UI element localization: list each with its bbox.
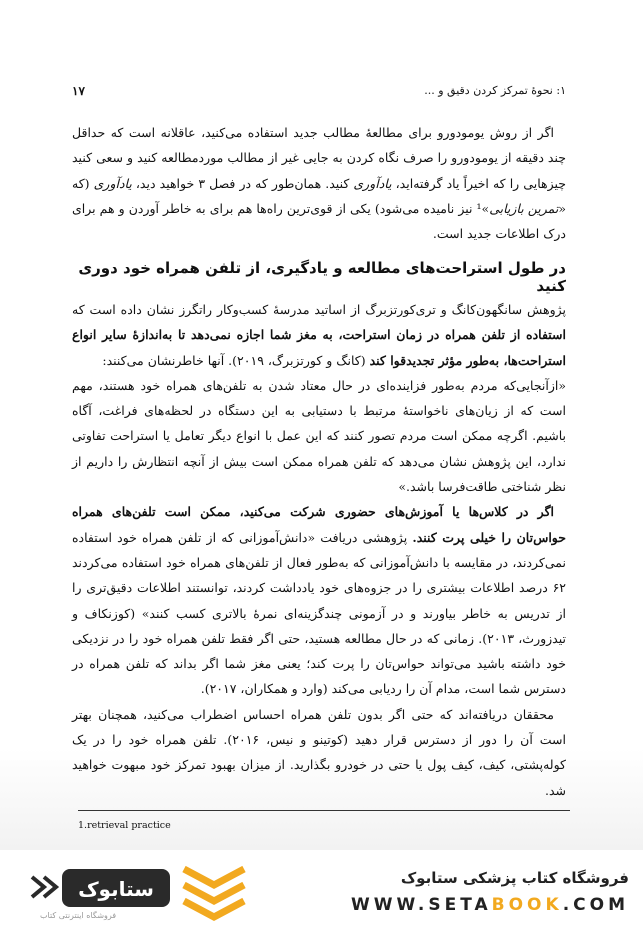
section-heading: در طول استراحت‌های مطالعه و یادگیری، از تلفن همراه خود دوری کنید [78, 259, 566, 295]
paragraph-1 [72, 120, 566, 246]
italic-term: یادآوری [93, 175, 132, 191]
bold-span: استفاده از تلفن همراه در زمان استراحت، به مغز شما اجازه نمی‌دهد تا به‌اندازهٔ سایر انواع استراحت‌ها، به‌طور مؤثر تجدیدقوا کند [72, 327, 566, 368]
bold-span: اگر در کلاس‌ها یا آموزش‌های حضوری شرکت می‌کنید، ممکن است تلفن‌های همراه حواس‌تان را خیلی پرت کنند. [72, 504, 566, 545]
chapter-title: ۱: نحوهٔ تمرکز کردن دقیق و ... [424, 84, 566, 97]
quote-paragraph: «ازآنجایی‌که مردم به‌طور فزاینده‌ای در حال معتاد شدن به تلفن‌های همراه خود هستند، مهم است که از زیان‌های ناخواستهٔ مرتبط با دستیابی به این دستگاه در لحظه‌های فراغت، آگاه باشیم. اگرچه ممکن است مردم تصور کنند که این عمل با انواع دیگر تعامل یا استراحت تفاوتی ندارد، این پژوهش نشان می‌دهد که تلفن همراه ممکن است بیش از آنچه انتظارش را داریم از نظر شناختی طاقت‌فرسا باشد.» [72, 377, 566, 495]
footnote-rule [78, 810, 570, 811]
text-span: (که « [72, 175, 566, 216]
paragraph-3 [72, 499, 566, 701]
text-span: پژوهش سانگهون‌کانگ و تری‌کورتزبرگ از اساتید مدرسهٔ کسب‌وکار راتگرز نشان داده است که [72, 302, 566, 317]
text-span: »¹ نیز نامیده می‌شود) یکی از قوی‌ترین راه‌ها هم برای به خاطر آوردن و هم برای درک اطلاعات جدید است. [72, 200, 566, 242]
shop-name: فروشگاه کتاب پزشکی ستابوک [400, 869, 629, 887]
url-part: WWW.SETA [351, 895, 492, 915]
section-body [72, 297, 566, 803]
text-span: اگر از روش یومودورو برای مطالعهٔ مطالب جدید استفاده می‌کنید، عاقلانه است که حداقل چند دقیقه از یومودورو را صرف نگاه کردن به جایی غیر از مطالب موردمطالعه کنید و سعی کنید چیزهایی را که اخیراً یاد گرفته‌اید، [72, 125, 566, 191]
paragraph-2 [72, 297, 566, 373]
italic-term: تمرین بازیابی [489, 200, 559, 216]
text-span: (کانگ و کورتزبرگ، ۲۰۱۹). آنها خاطرنشان می‌کنند: [102, 352, 370, 368]
logo-subtitle: فروشگاه اینترنتی کتاب [40, 911, 117, 920]
paragraph-4: محققان دریافته‌اند که حتی اگر بدون تلفن همراه احساس اضطراب می‌کنید، همچنان بهتر است آن را دور از دسترس قرار دهید (کوتینو و نیس، ۲۰۱۶). تلفن همراه خود را در یک کوله‌پشتی، کیف، کیف پول یا حتی در خودرو بگذارید. از میزان بهبود تمرکز خود مبهوت خواهید شد. [72, 706, 566, 798]
store-banner [0, 855, 643, 926]
url-part: .COM [562, 895, 629, 915]
chevron-logo-icon [180, 863, 248, 921]
page-number: ۱۷ [72, 84, 85, 98]
text-span: کنید. همان‌طور که در فصل ۳ خواهید دید، [131, 175, 354, 191]
shop-url[interactable] [351, 895, 629, 915]
url-accent: BOOK [491, 895, 563, 915]
text-span: پژوهشی دریافت «دانش‌آموزانی که از تلفن همراه خود استفاده نمی‌کردند، در مقایسه با دانش‌آموزانی که به‌طور فعال از تلفن‌های همراه خود استفاده می‌کردند ۶۲ درصد اطلاعات بیشتری را در جزوه‌های خود یادداشت کردند، توانستند اطلاعات دقیق‌تری را از تدریس به خاطر بیاورند و در آزمونی چندگزینه‌ای نمرهٔ بالاتری کسب کنند» (کوزنکاف و تیدزورث، ۲۰۱۳). زمانی که در حال مطالعه هستید، حتی اگر فقط تلفن همراه خود را در نزدیکی خود داشته باشید می‌تواند حواس‌تان را پرت کند؛ یعنی مغز شما اگر بداند که تلفن همراه در دسترس شما است، مدام آن را ردیابی می‌کند (وارد و همکاران، ۲۰۱۷). [72, 529, 566, 697]
logo-text: ستابوک [78, 877, 154, 901]
running-head [72, 84, 566, 102]
italic-term: یادآوری [353, 175, 392, 191]
footnote: 1.retrieval practice [78, 820, 171, 831]
